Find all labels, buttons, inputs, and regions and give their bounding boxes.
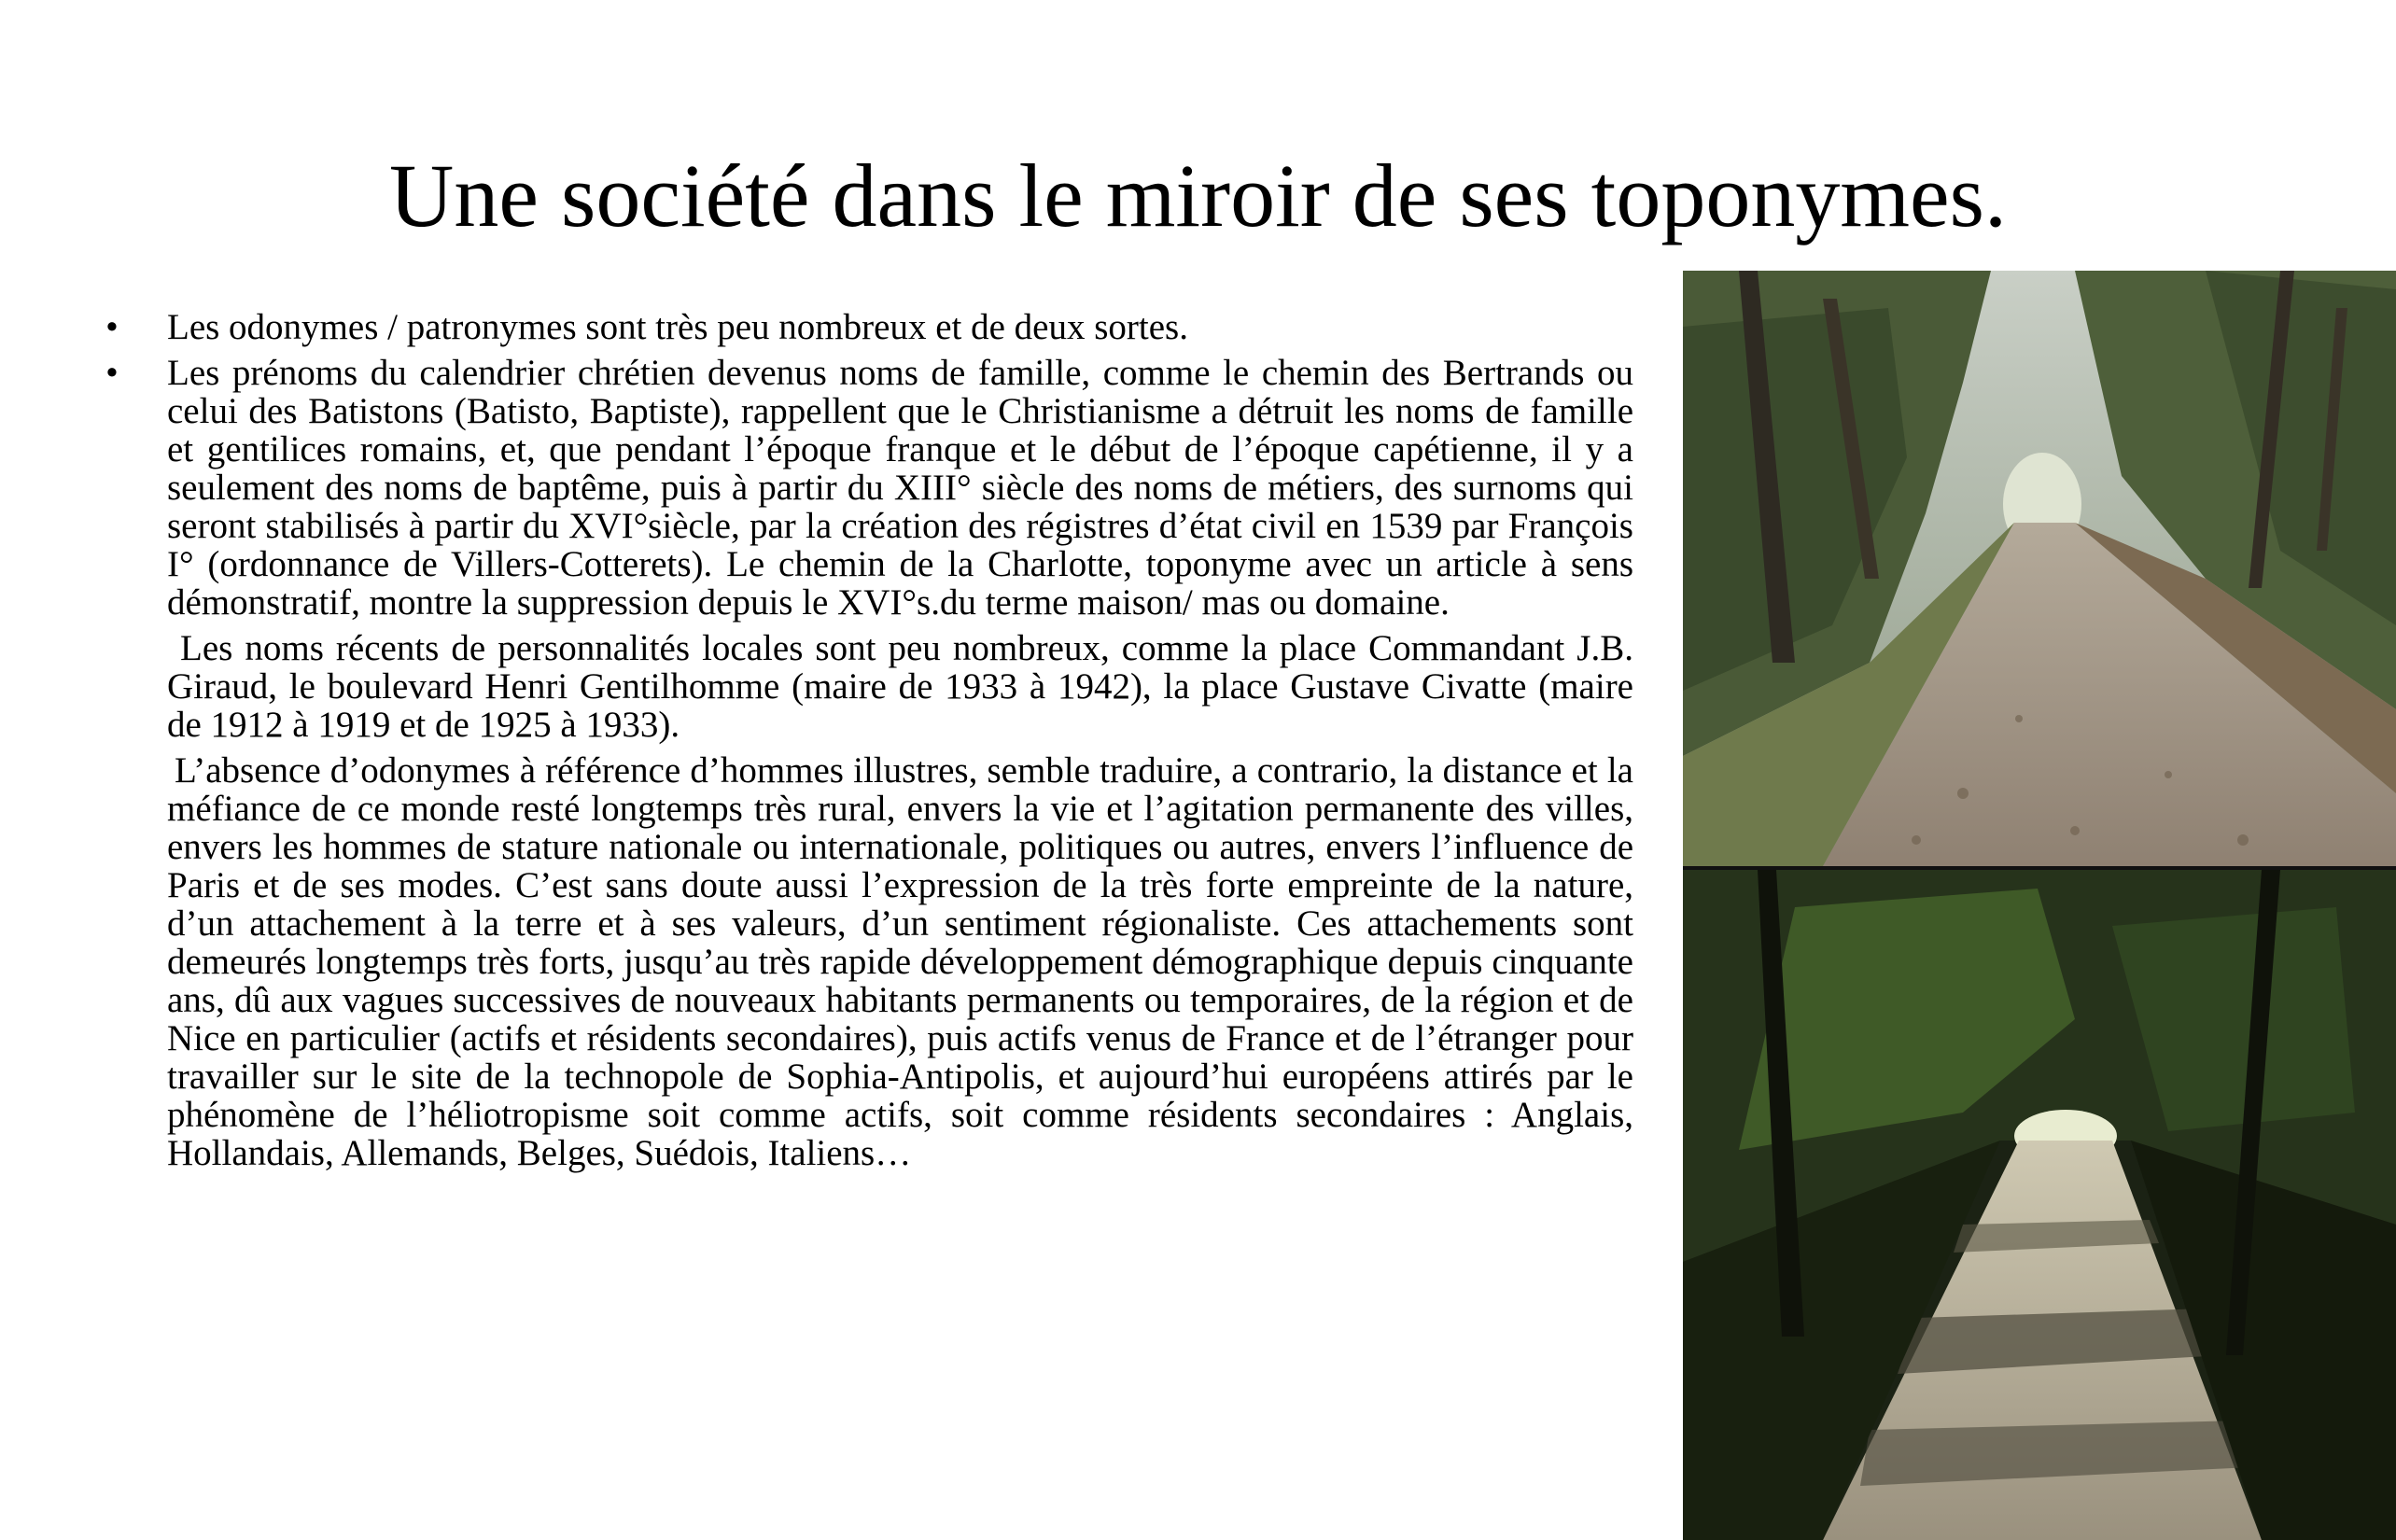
bullet-text: Les odonymes / patronymes sont très peu nombreux et de deux sortes. <box>167 307 1188 347</box>
bullet-text: Les prénoms du calendrier chrétien devenus noms de famille, comme le chemin des Bertrands ou celui des Batistons (Batisto, Baptiste), rappellent que le Christianisme a détruit les noms de famille et gentilices romains, et, que pendant l’époque franque et le début de l’époque capétienne, il y a seulement des noms de baptême, puis à partir du XIII° siècle des noms de métiers, des surnoms qui seront stabilisés à partir du XVI°siècle, par la création des régistres d’état civil en 1539 par François I° (ordonnance de Villers-Cotterets). Le chemin de la Charlotte, toponyme avec un article à sens démonstratif, montre la suppression depuis le XVI°s.du terme maison/ mas ou domaine. <box>167 353 1633 623</box>
bullet-marker: • <box>105 353 119 393</box>
slide-text-body <box>93 308 1633 1180</box>
paragraph: L’absence d’odonymes à référence d’hommes illustres, semble traduire, a contrario, la distance et la méfiance de ce monde resté longtemps très rural, envers la vie et l’agitation permanente des villes, envers les hommes de stature nationale ou internationale, politiques ou autres, envers l’influence de Paris et de ses modes. C’est sans doute aussi l’expression de la très forte empreinte de la nature, d’un attachement à la terre et à ses valeurs, d’un sentiment régionaliste. Ces attachements sont demeurés longtemps très forts, jusqu’au très rapide développement démographique depuis cinquante ans, dû aux vagues successives de nouveaux habitants permanents ou temporaires, de la région et de Nice en particulier (actifs et résidents secondaires), puis actifs venus de France et de l’étranger pour travailler sur le site de la technopole de Sophia-Antipolis, et aujourd’hui européens attirés par le phénomène de l’héliotropisme soit comme actifs, soit comme résidents secondaires : Anglais, Hollandais, Allemands, Belges, Suédois, Italiens… <box>167 750 1633 1173</box>
photo-column <box>1683 271 2396 1540</box>
bullet-item <box>93 354 1633 622</box>
bullet-item <box>93 308 1633 346</box>
bullet-marker: • <box>105 307 119 347</box>
forest-path-photo-bottom <box>1683 870 2396 1540</box>
forest-path-photo-top <box>1683 271 2396 866</box>
paragraph: Les noms récents de personnalités locales sont peu nombreux, comme la place Commandant J.B. Giraud, le boulevard Henri Gentilhomme (maire de 1933 à 1942), la place Gustave Civatte (maire de 1912 à 1919 et de 1925 à 1933). <box>167 628 1633 745</box>
slide-title: Une société dans le miroir de ses toponymes. <box>389 146 2007 245</box>
